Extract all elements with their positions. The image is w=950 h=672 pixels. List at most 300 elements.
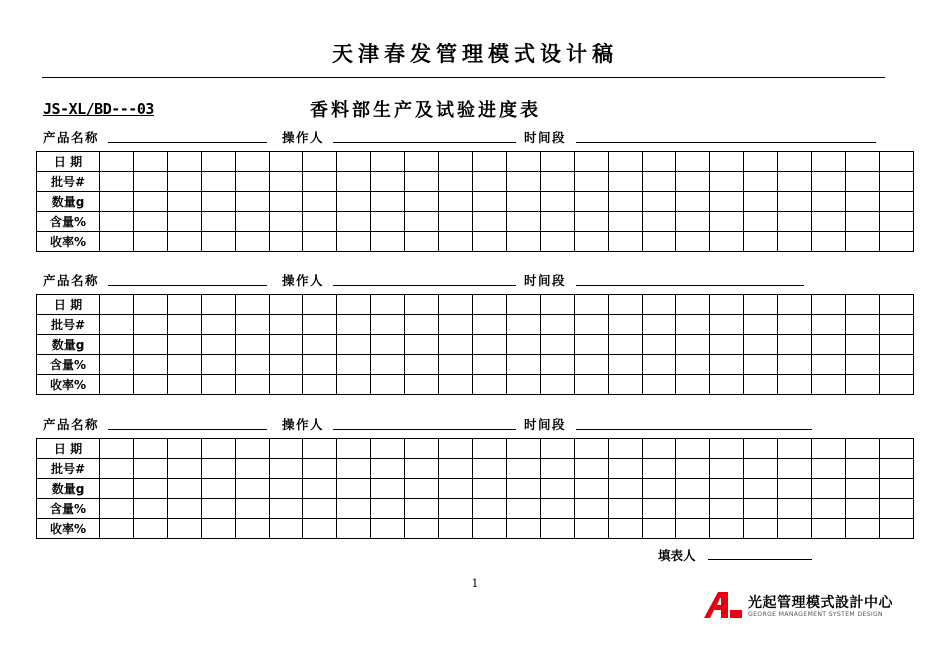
entry-cell[interactable] xyxy=(405,172,439,192)
entry-cell[interactable] xyxy=(100,315,134,335)
entry-cell[interactable] xyxy=(337,459,371,479)
entry-cell[interactable] xyxy=(133,519,167,539)
entry-cell[interactable] xyxy=(201,519,235,539)
entry-cell[interactable] xyxy=(744,232,778,252)
entry-cell[interactable] xyxy=(472,499,506,519)
entry-cell[interactable] xyxy=(879,439,913,459)
entry-cell[interactable] xyxy=(506,152,540,172)
entry-cell[interactable] xyxy=(235,375,269,395)
entry-cell[interactable] xyxy=(439,152,473,172)
entry-cell[interactable] xyxy=(845,172,879,192)
entry-cell[interactable] xyxy=(371,172,405,192)
entry-cell[interactable] xyxy=(167,519,201,539)
entry-cell[interactable] xyxy=(405,295,439,315)
entry-cell[interactable] xyxy=(269,232,303,252)
entry-cell[interactable] xyxy=(778,519,812,539)
entry-cell[interactable] xyxy=(303,499,337,519)
entry-cell[interactable] xyxy=(439,459,473,479)
entry-cell[interactable] xyxy=(744,212,778,232)
entry-cell[interactable] xyxy=(167,499,201,519)
entry-cell[interactable] xyxy=(167,232,201,252)
entry-cell[interactable] xyxy=(201,355,235,375)
entry-cell[interactable] xyxy=(676,315,710,335)
entry-cell[interactable] xyxy=(269,479,303,499)
period-line[interactable] xyxy=(576,429,812,430)
entry-cell[interactable] xyxy=(540,232,574,252)
entry-cell[interactable] xyxy=(608,192,642,212)
entry-cell[interactable] xyxy=(303,355,337,375)
entry-cell[interactable] xyxy=(337,232,371,252)
entry-cell[interactable] xyxy=(201,295,235,315)
entry-cell[interactable] xyxy=(710,335,744,355)
entry-cell[interactable] xyxy=(100,355,134,375)
entry-cell[interactable] xyxy=(269,295,303,315)
entry-cell[interactable] xyxy=(574,459,608,479)
entry-cell[interactable] xyxy=(439,375,473,395)
entry-cell[interactable] xyxy=(778,192,812,212)
entry-cell[interactable] xyxy=(608,479,642,499)
entry-cell[interactable] xyxy=(710,459,744,479)
entry-cell[interactable] xyxy=(506,315,540,335)
entry-cell[interactable] xyxy=(167,295,201,315)
entry-cell[interactable] xyxy=(472,192,506,212)
entry-cell[interactable] xyxy=(439,499,473,519)
entry-cell[interactable] xyxy=(845,315,879,335)
entry-cell[interactable] xyxy=(201,479,235,499)
entry-cell[interactable] xyxy=(371,479,405,499)
entry-cell[interactable] xyxy=(812,335,846,355)
entry-cell[interactable] xyxy=(574,295,608,315)
entry-cell[interactable] xyxy=(371,315,405,335)
entry-cell[interactable] xyxy=(676,152,710,172)
entry-cell[interactable] xyxy=(506,212,540,232)
entry-cell[interactable] xyxy=(710,315,744,335)
entry-cell[interactable] xyxy=(269,152,303,172)
entry-cell[interactable] xyxy=(167,172,201,192)
entry-cell[interactable] xyxy=(439,479,473,499)
entry-cell[interactable] xyxy=(540,355,574,375)
entry-cell[interactable] xyxy=(676,519,710,539)
entry-cell[interactable] xyxy=(303,192,337,212)
entry-cell[interactable] xyxy=(879,375,913,395)
entry-cell[interactable] xyxy=(879,355,913,375)
entry-cell[interactable] xyxy=(133,172,167,192)
entry-cell[interactable] xyxy=(371,192,405,212)
entry-cell[interactable] xyxy=(812,192,846,212)
entry-cell[interactable] xyxy=(201,232,235,252)
entry-cell[interactable] xyxy=(812,152,846,172)
entry-cell[interactable] xyxy=(845,295,879,315)
entry-cell[interactable] xyxy=(744,295,778,315)
entry-cell[interactable] xyxy=(642,439,676,459)
entry-cell[interactable] xyxy=(676,212,710,232)
entry-cell[interactable] xyxy=(472,459,506,479)
entry-cell[interactable] xyxy=(472,439,506,459)
entry-cell[interactable] xyxy=(812,355,846,375)
entry-cell[interactable] xyxy=(133,212,167,232)
entry-cell[interactable] xyxy=(269,212,303,232)
entry-cell[interactable] xyxy=(472,519,506,539)
entry-cell[interactable] xyxy=(371,459,405,479)
entry-cell[interactable] xyxy=(303,295,337,315)
entry-cell[interactable] xyxy=(744,479,778,499)
entry-cell[interactable] xyxy=(778,499,812,519)
entry-cell[interactable] xyxy=(642,315,676,335)
entry-cell[interactable] xyxy=(371,519,405,539)
entry-cell[interactable] xyxy=(133,232,167,252)
entry-cell[interactable] xyxy=(100,519,134,539)
entry-cell[interactable] xyxy=(303,315,337,335)
entry-cell[interactable] xyxy=(100,152,134,172)
entry-cell[interactable] xyxy=(133,152,167,172)
entry-cell[interactable] xyxy=(574,315,608,335)
entry-cell[interactable] xyxy=(303,152,337,172)
entry-cell[interactable] xyxy=(845,212,879,232)
entry-cell[interactable] xyxy=(642,355,676,375)
entry-cell[interactable] xyxy=(472,315,506,335)
entry-cell[interactable] xyxy=(235,315,269,335)
operator-line[interactable] xyxy=(333,142,516,143)
entry-cell[interactable] xyxy=(472,232,506,252)
entry-cell[interactable] xyxy=(405,499,439,519)
entry-cell[interactable] xyxy=(133,375,167,395)
entry-cell[interactable] xyxy=(506,295,540,315)
entry-cell[interactable] xyxy=(642,192,676,212)
entry-cell[interactable] xyxy=(574,519,608,539)
entry-cell[interactable] xyxy=(100,212,134,232)
entry-cell[interactable] xyxy=(812,315,846,335)
entry-cell[interactable] xyxy=(337,479,371,499)
entry-cell[interactable] xyxy=(439,335,473,355)
entry-cell[interactable] xyxy=(303,479,337,499)
entry-cell[interactable] xyxy=(608,499,642,519)
period-line[interactable] xyxy=(576,142,876,143)
entry-cell[interactable] xyxy=(676,375,710,395)
entry-cell[interactable] xyxy=(100,172,134,192)
entry-cell[interactable] xyxy=(405,479,439,499)
entry-cell[interactable] xyxy=(540,172,574,192)
entry-cell[interactable] xyxy=(235,192,269,212)
entry-cell[interactable] xyxy=(472,295,506,315)
entry-cell[interactable] xyxy=(303,335,337,355)
entry-cell[interactable] xyxy=(574,479,608,499)
entry-cell[interactable] xyxy=(439,439,473,459)
entry-cell[interactable] xyxy=(100,335,134,355)
entry-cell[interactable] xyxy=(574,192,608,212)
entry-cell[interactable] xyxy=(574,212,608,232)
entry-cell[interactable] xyxy=(540,439,574,459)
entry-cell[interactable] xyxy=(235,172,269,192)
entry-cell[interactable] xyxy=(405,335,439,355)
entry-cell[interactable] xyxy=(506,459,540,479)
entry-cell[interactable] xyxy=(337,192,371,212)
entry-cell[interactable] xyxy=(269,355,303,375)
product-name-line[interactable] xyxy=(108,429,267,430)
entry-cell[interactable] xyxy=(133,439,167,459)
operator-line[interactable] xyxy=(333,285,516,286)
entry-cell[interactable] xyxy=(812,295,846,315)
entry-cell[interactable] xyxy=(608,375,642,395)
entry-cell[interactable] xyxy=(879,499,913,519)
entry-cell[interactable] xyxy=(235,519,269,539)
entry-cell[interactable] xyxy=(879,315,913,335)
entry-cell[interactable] xyxy=(540,479,574,499)
entry-cell[interactable] xyxy=(845,439,879,459)
entry-cell[interactable] xyxy=(235,439,269,459)
entry-cell[interactable] xyxy=(235,479,269,499)
entry-cell[interactable] xyxy=(472,479,506,499)
entry-cell[interactable] xyxy=(269,519,303,539)
entry-cell[interactable] xyxy=(506,192,540,212)
entry-cell[interactable] xyxy=(201,192,235,212)
entry-cell[interactable] xyxy=(269,459,303,479)
entry-cell[interactable] xyxy=(303,375,337,395)
entry-cell[interactable] xyxy=(439,295,473,315)
entry-cell[interactable] xyxy=(337,152,371,172)
entry-cell[interactable] xyxy=(133,355,167,375)
entry-cell[interactable] xyxy=(303,439,337,459)
entry-cell[interactable] xyxy=(540,335,574,355)
entry-cell[interactable] xyxy=(574,335,608,355)
entry-cell[interactable] xyxy=(879,519,913,539)
entry-cell[interactable] xyxy=(879,232,913,252)
entry-cell[interactable] xyxy=(303,212,337,232)
entry-cell[interactable] xyxy=(337,172,371,192)
entry-cell[interactable] xyxy=(710,172,744,192)
entry-cell[interactable] xyxy=(337,212,371,232)
entry-cell[interactable] xyxy=(608,439,642,459)
entry-cell[interactable] xyxy=(201,212,235,232)
entry-cell[interactable] xyxy=(405,375,439,395)
entry-cell[interactable] xyxy=(812,232,846,252)
entry-cell[interactable] xyxy=(879,212,913,232)
entry-cell[interactable] xyxy=(337,499,371,519)
entry-cell[interactable] xyxy=(540,192,574,212)
entry-cell[interactable] xyxy=(439,355,473,375)
entry-cell[interactable] xyxy=(642,519,676,539)
entry-cell[interactable] xyxy=(744,499,778,519)
entry-cell[interactable] xyxy=(133,335,167,355)
entry-cell[interactable] xyxy=(201,172,235,192)
entry-cell[interactable] xyxy=(540,459,574,479)
entry-cell[interactable] xyxy=(608,459,642,479)
entry-cell[interactable] xyxy=(879,479,913,499)
entry-cell[interactable] xyxy=(100,459,134,479)
entry-cell[interactable] xyxy=(812,212,846,232)
entry-cell[interactable] xyxy=(167,479,201,499)
entry-cell[interactable] xyxy=(642,152,676,172)
entry-cell[interactable] xyxy=(710,212,744,232)
entry-cell[interactable] xyxy=(506,355,540,375)
entry-cell[interactable] xyxy=(778,295,812,315)
entry-cell[interactable] xyxy=(642,232,676,252)
entry-cell[interactable] xyxy=(879,459,913,479)
entry-cell[interactable] xyxy=(608,519,642,539)
entry-cell[interactable] xyxy=(337,375,371,395)
entry-cell[interactable] xyxy=(642,172,676,192)
entry-cell[interactable] xyxy=(472,375,506,395)
entry-cell[interactable] xyxy=(405,232,439,252)
entry-cell[interactable] xyxy=(405,192,439,212)
entry-cell[interactable] xyxy=(608,335,642,355)
entry-cell[interactable] xyxy=(201,375,235,395)
entry-cell[interactable] xyxy=(608,232,642,252)
entry-cell[interactable] xyxy=(778,152,812,172)
entry-cell[interactable] xyxy=(269,335,303,355)
entry-cell[interactable] xyxy=(269,172,303,192)
entry-cell[interactable] xyxy=(371,212,405,232)
entry-cell[interactable] xyxy=(812,375,846,395)
entry-cell[interactable] xyxy=(371,439,405,459)
entry-cell[interactable] xyxy=(439,315,473,335)
entry-cell[interactable] xyxy=(540,519,574,539)
entry-cell[interactable] xyxy=(642,295,676,315)
entry-cell[interactable] xyxy=(845,375,879,395)
entry-cell[interactable] xyxy=(371,152,405,172)
entry-cell[interactable] xyxy=(676,499,710,519)
entry-cell[interactable] xyxy=(235,152,269,172)
entry-cell[interactable] xyxy=(269,375,303,395)
entry-cell[interactable] xyxy=(744,375,778,395)
entry-cell[interactable] xyxy=(337,519,371,539)
entry-cell[interactable] xyxy=(405,212,439,232)
entry-cell[interactable] xyxy=(642,375,676,395)
entry-cell[interactable] xyxy=(100,479,134,499)
entry-cell[interactable] xyxy=(540,499,574,519)
entry-cell[interactable] xyxy=(710,439,744,459)
entry-cell[interactable] xyxy=(506,519,540,539)
entry-cell[interactable] xyxy=(778,212,812,232)
entry-cell[interactable] xyxy=(235,295,269,315)
product-name-line[interactable] xyxy=(108,285,267,286)
entry-cell[interactable] xyxy=(167,315,201,335)
entry-cell[interactable] xyxy=(269,315,303,335)
entry-cell[interactable] xyxy=(167,335,201,355)
entry-cell[interactable] xyxy=(642,335,676,355)
entry-cell[interactable] xyxy=(100,439,134,459)
entry-cell[interactable] xyxy=(845,459,879,479)
entry-cell[interactable] xyxy=(439,232,473,252)
filler-line[interactable] xyxy=(708,559,812,560)
entry-cell[interactable] xyxy=(405,519,439,539)
entry-cell[interactable] xyxy=(676,295,710,315)
product-name-line[interactable] xyxy=(108,142,267,143)
entry-cell[interactable] xyxy=(574,172,608,192)
entry-cell[interactable] xyxy=(371,375,405,395)
entry-cell[interactable] xyxy=(167,212,201,232)
operator-line[interactable] xyxy=(333,429,516,430)
entry-cell[interactable] xyxy=(676,355,710,375)
entry-cell[interactable] xyxy=(133,192,167,212)
entry-cell[interactable] xyxy=(676,192,710,212)
entry-cell[interactable] xyxy=(506,232,540,252)
entry-cell[interactable] xyxy=(337,295,371,315)
entry-cell[interactable] xyxy=(812,499,846,519)
entry-cell[interactable] xyxy=(303,459,337,479)
entry-cell[interactable] xyxy=(167,439,201,459)
entry-cell[interactable] xyxy=(676,232,710,252)
entry-cell[interactable] xyxy=(167,375,201,395)
entry-cell[interactable] xyxy=(167,192,201,212)
entry-cell[interactable] xyxy=(778,439,812,459)
entry-cell[interactable] xyxy=(506,499,540,519)
entry-cell[interactable] xyxy=(710,152,744,172)
entry-cell[interactable] xyxy=(100,499,134,519)
entry-cell[interactable] xyxy=(133,459,167,479)
entry-cell[interactable] xyxy=(778,355,812,375)
entry-cell[interactable] xyxy=(744,335,778,355)
entry-cell[interactable] xyxy=(269,192,303,212)
entry-cell[interactable] xyxy=(778,335,812,355)
entry-cell[interactable] xyxy=(710,499,744,519)
entry-cell[interactable] xyxy=(676,479,710,499)
entry-cell[interactable] xyxy=(574,375,608,395)
entry-cell[interactable] xyxy=(845,192,879,212)
entry-cell[interactable] xyxy=(608,295,642,315)
entry-cell[interactable] xyxy=(845,479,879,499)
entry-cell[interactable] xyxy=(337,315,371,335)
entry-cell[interactable] xyxy=(642,479,676,499)
entry-cell[interactable] xyxy=(744,192,778,212)
entry-cell[interactable] xyxy=(269,499,303,519)
entry-cell[interactable] xyxy=(540,212,574,232)
entry-cell[interactable] xyxy=(744,315,778,335)
entry-cell[interactable] xyxy=(506,335,540,355)
entry-cell[interactable] xyxy=(303,232,337,252)
entry-cell[interactable] xyxy=(235,499,269,519)
entry-cell[interactable] xyxy=(812,479,846,499)
entry-cell[interactable] xyxy=(812,519,846,539)
entry-cell[interactable] xyxy=(371,335,405,355)
period-line[interactable] xyxy=(576,285,804,286)
entry-cell[interactable] xyxy=(337,355,371,375)
entry-cell[interactable] xyxy=(201,499,235,519)
entry-cell[interactable] xyxy=(710,295,744,315)
entry-cell[interactable] xyxy=(608,315,642,335)
entry-cell[interactable] xyxy=(845,232,879,252)
entry-cell[interactable] xyxy=(574,152,608,172)
entry-cell[interactable] xyxy=(201,439,235,459)
entry-cell[interactable] xyxy=(201,459,235,479)
entry-cell[interactable] xyxy=(710,192,744,212)
entry-cell[interactable] xyxy=(201,152,235,172)
entry-cell[interactable] xyxy=(235,335,269,355)
entry-cell[interactable] xyxy=(710,232,744,252)
entry-cell[interactable] xyxy=(574,439,608,459)
entry-cell[interactable] xyxy=(371,355,405,375)
entry-cell[interactable] xyxy=(371,499,405,519)
entry-cell[interactable] xyxy=(744,439,778,459)
entry-cell[interactable] xyxy=(133,479,167,499)
entry-cell[interactable] xyxy=(710,519,744,539)
entry-cell[interactable] xyxy=(405,315,439,335)
entry-cell[interactable] xyxy=(167,152,201,172)
entry-cell[interactable] xyxy=(608,212,642,232)
entry-cell[interactable] xyxy=(472,335,506,355)
entry-cell[interactable] xyxy=(812,172,846,192)
entry-cell[interactable] xyxy=(845,499,879,519)
entry-cell[interactable] xyxy=(133,295,167,315)
entry-cell[interactable] xyxy=(642,212,676,232)
entry-cell[interactable] xyxy=(574,499,608,519)
entry-cell[interactable] xyxy=(269,439,303,459)
entry-cell[interactable] xyxy=(100,232,134,252)
entry-cell[interactable] xyxy=(812,459,846,479)
entry-cell[interactable] xyxy=(676,335,710,355)
entry-cell[interactable] xyxy=(676,439,710,459)
entry-cell[interactable] xyxy=(303,519,337,539)
entry-cell[interactable] xyxy=(201,315,235,335)
